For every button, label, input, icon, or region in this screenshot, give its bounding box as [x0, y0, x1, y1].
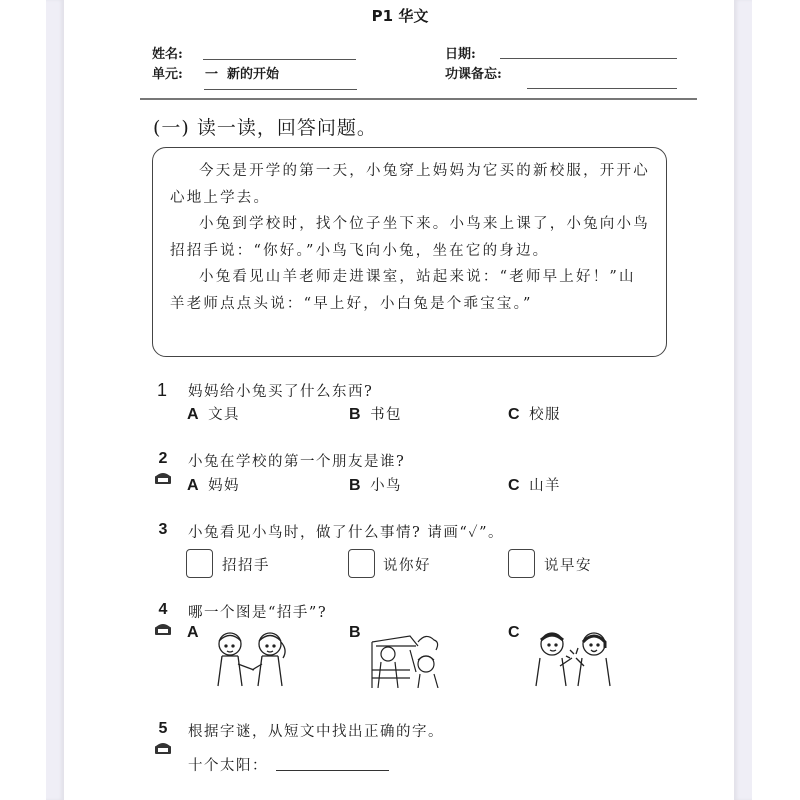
waving-illustration [370, 628, 450, 688]
checkbox-label: 说你好 [383, 558, 431, 574]
option-c[interactable] [508, 403, 561, 424]
option-letter: A [187, 624, 201, 641]
date-label: 日期: [445, 47, 476, 62]
option-letter: B [349, 406, 363, 423]
question-text: 小兔看见小鸟时，做了什么事情? 请画“✓”。 [188, 525, 505, 541]
unit-value: 一 新的开始 [205, 67, 280, 82]
option-b[interactable] [349, 624, 370, 642]
option-a[interactable] [187, 624, 208, 642]
unit-underline [204, 89, 357, 90]
homework-field[interactable] [527, 88, 677, 89]
option-text: 山羊 [529, 478, 562, 494]
name-field[interactable] [203, 59, 356, 60]
question-text: 小兔在学校的第一个朋友是谁? [188, 454, 406, 470]
option-text: 校服 [529, 407, 562, 423]
checkbox-label: 招招手 [222, 558, 270, 574]
option-letter: C [508, 406, 522, 423]
option-b[interactable] [349, 474, 402, 495]
option-text: 小鸟 [370, 478, 403, 494]
question-text: 哪一个图是“招手”? [188, 605, 328, 621]
question-number: 3 [158, 521, 168, 538]
date-field[interactable] [500, 58, 677, 59]
option-text: 妈妈 [208, 478, 241, 494]
question-number: 1 [156, 380, 167, 400]
kbat-badge-icon [153, 739, 173, 755]
question-number: 4 [158, 601, 168, 618]
option-text: 文具 [208, 407, 241, 423]
option-letter: B [349, 624, 363, 641]
kbat-badge-icon [153, 620, 173, 636]
checkbox-wave[interactable] [186, 549, 213, 578]
option-letter: C [508, 477, 522, 494]
right-margin-strip [734, 0, 752, 800]
homework-label: 功课备忘: [445, 67, 502, 82]
checkbox-label: 说早安 [544, 558, 592, 574]
option-b[interactable] [349, 403, 402, 424]
option-a[interactable] [187, 474, 240, 495]
passage-paragraph: 小兔看见山羊老师走进课室，站起来说：“老师早上好！”山羊老师点点头说：“早上好，小白兔是个乖宝宝。” [170, 269, 636, 312]
clapping-illustration [530, 628, 618, 688]
reading-passage [152, 147, 667, 357]
question-text: 妈妈给小兔买了什么东西? [188, 384, 374, 400]
option-text: 书包 [370, 407, 403, 423]
riddle-answer-field[interactable] [276, 770, 389, 771]
worksheet-title: P1 华文 [371, 7, 429, 25]
unit-label: 单元: [152, 67, 183, 82]
option-c[interactable] [508, 474, 561, 495]
kbat-badge-icon [153, 469, 173, 485]
option-letter: C [508, 624, 522, 641]
option-c[interactable] [508, 624, 529, 642]
question-text: 根据字谜，从短文中找出正确的字。 [188, 724, 444, 740]
passage-paragraph: 小兔到学校时，找个位子坐下来。小鸟来上课了，小兔向小鸟招招手说：“你好。”小鸟飞向小兔，坐在它的身边。 [170, 216, 650, 259]
option-letter: B [349, 477, 363, 494]
passage-paragraph: 今天是开学的第一天，小兔穿上妈妈为它买的新校服，开开心心地上学去。 [170, 163, 650, 206]
handshake-illustration [208, 628, 298, 688]
question-number: 5 [158, 720, 168, 737]
header-divider [140, 98, 697, 100]
checkbox-say-good-morning[interactable] [508, 549, 535, 578]
option-letter: A [187, 406, 201, 423]
name-label: 姓名: [152, 47, 183, 62]
section-title: (一) 读一读，回答问题。 [153, 117, 377, 139]
option-a[interactable] [187, 403, 240, 424]
left-margin-strip [46, 0, 64, 800]
question-number: 2 [158, 450, 168, 467]
option-letter: A [187, 477, 201, 494]
riddle-prompt: 十个太阳： [188, 758, 268, 774]
checkbox-say-hello[interactable] [348, 549, 375, 578]
